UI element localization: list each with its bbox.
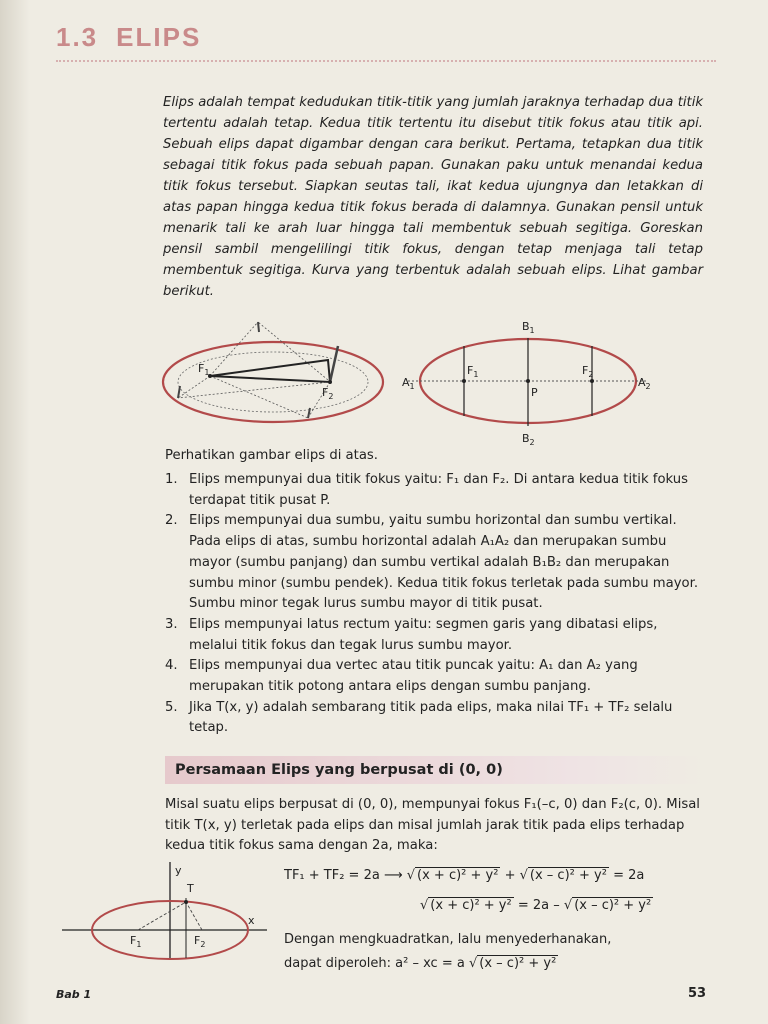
dotted-line bbox=[178, 376, 210, 398]
properties-list bbox=[165, 470, 705, 739]
focus-point bbox=[328, 380, 332, 384]
list-item: 4. Elips mempunyai dua vertec atau titik puncak yaitu: A₁ dan A₂ yang merupakan titik potong antara elips dengan sumbu panjang. bbox=[165, 658, 638, 695]
label-t: T bbox=[187, 882, 194, 895]
label-b2: $B_2$ bbox=[522, 432, 535, 447]
label-y: y bbox=[175, 864, 182, 877]
label-f2: $F_2$ bbox=[194, 934, 206, 949]
chapter-label: Bab 1 bbox=[56, 988, 92, 1001]
label-b1: $B_1$ bbox=[522, 320, 535, 335]
intro-paragraph: Elips adalah tempat kedudukan titik-titik yang jumlah jaraknya terhadap dua titik tertentu adalah tetap. Kedua titik tertentu itu disebut titik fokus atau titik api. Sebuah elips dapat digambar dengan cara berikut. Pertama, tetapkan dua titik sebagai titik fokus pada sebuah papan. Gunakan paku untuk menandai kedua titik fokus tersebut. Siapkan seutas tali, ikat kedua ujungnya dan letakkan di atas papan hingga kedua titik fokus berada di dalamnya. Gunakan pensil untuk menarik tali ke arah luar hingga tali membentuk sebuah segitiga. Goreskan pensil sambil mengelilingi titik fokus, dengan tetap menjaga tali tetap membentuk segitiga. Kurva yang terbentuk adalah sebuah elips. Lihat gambar berikut. bbox=[163, 95, 703, 299]
dotted-line bbox=[258, 322, 328, 380]
list-item: 2. Elips mempunyai dua sumbu, yaitu sumbu horizontal dan sumbu vertikal. Pada elips di atas, sumbu horizontal adalah A₁A₂ dan merupakan sumbu mayor (sumbu panjang) dan sumbu vertikal adalah B₁B₂ dan merupakan sumbu minor (sumbu pendek). Kedua titik fokus terletak pada sumbu mayor. Sumbu minor tegak lurus sumbu mayor di titik pusat. bbox=[165, 513, 699, 612]
label-x: x bbox=[248, 914, 255, 927]
label-f1: $F_1$ bbox=[198, 362, 210, 377]
tf2-line bbox=[186, 902, 202, 930]
page-edge bbox=[0, 0, 30, 1024]
point-t bbox=[184, 900, 188, 904]
focus-point bbox=[462, 379, 466, 383]
subheading: Persamaan Elips yang berpusat di (0, 0) bbox=[165, 756, 707, 784]
label-a1: $A_1$ bbox=[402, 376, 415, 391]
ellipse-curve bbox=[163, 342, 383, 422]
label-f1: $F_1$ bbox=[467, 364, 479, 379]
list-item: 1. Elips mempunyai dua titik fokus yaitu: F₁ dan F₂. Di antara kedua titik fokus terdapat titik pusat P. bbox=[165, 472, 688, 508]
dotted-line bbox=[178, 382, 330, 398]
pencil bbox=[330, 346, 338, 382]
tf1-line bbox=[138, 902, 186, 930]
label-p: P bbox=[531, 386, 538, 399]
formula-line-2: √ (x + c)² + y² = 2a – √ (x – c)² + y² bbox=[420, 898, 652, 913]
list-item: 5. Jika T(x, y) adalah sembarang titik pada elips, maka nilai TF₁ + TF₂ selalu tetap. bbox=[165, 699, 673, 736]
paragraph-2: Misal suatu elips berpusat di (0, 0), mempunyai fokus F₁(–c, 0) dan F₂(c, 0). Misal titik T(x, y) terletak pada elips dan misal jumlah jarak titik pada elips terhadap kedua titik fokus sama dengan 2a, maka: bbox=[165, 797, 700, 853]
section-number: 1.3 bbox=[56, 22, 99, 52]
section-heading: ELIPS bbox=[116, 22, 202, 52]
formula-line-3: Dengan mengkuadratkan, lalu menyederhanakan, bbox=[284, 932, 612, 947]
label-a2: $A_2$ bbox=[638, 376, 651, 391]
section-title bbox=[56, 22, 201, 53]
formula-line-1: TF₁ + TF₂ = 2a ⟶ √ (x + c)² + y² + √ (x – c)² + y² = 2a bbox=[284, 868, 645, 883]
pencil bbox=[258, 322, 259, 332]
formula-line-4: dapat diperoleh: a² – xc = a √ (x – c)² + y² bbox=[284, 956, 557, 971]
page-number: 53 bbox=[688, 986, 707, 1001]
label-f1: $F_1$ bbox=[130, 934, 142, 949]
string-triangle bbox=[210, 360, 330, 382]
title-divider bbox=[56, 60, 716, 63]
list-intro: Perhatikan gambar elips di atas. bbox=[165, 448, 378, 463]
ellipse-axes-figure bbox=[398, 318, 668, 448]
label-f2: $F_2$ bbox=[322, 386, 334, 401]
center-point bbox=[526, 379, 530, 383]
label-f2: $F_2$ bbox=[582, 364, 594, 379]
list-item: 3. Elips mempunyai latus rectum yaitu: segmen garis yang dibatasi elips, melalui titik fokus dan tegak lurus sumbu mayor. bbox=[165, 616, 658, 653]
focus-point bbox=[590, 379, 594, 383]
dotted-line bbox=[210, 322, 258, 376]
pencil bbox=[178, 386, 180, 398]
ellipse-string-figure bbox=[158, 318, 388, 428]
coordinate-ellipse-figure bbox=[62, 862, 272, 962]
